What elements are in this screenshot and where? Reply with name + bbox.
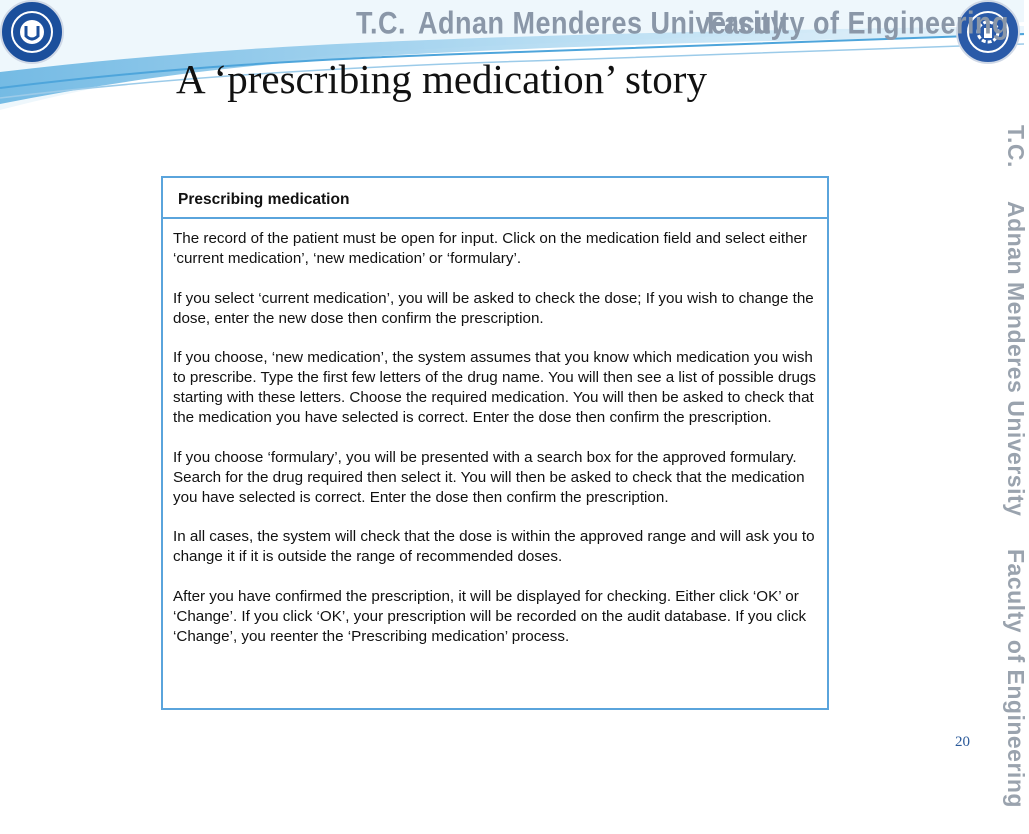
panel-header: [163, 178, 827, 219]
page-number: 20: [955, 734, 970, 750]
story-paragraph: In all cases, the system will check that the dose is within the approved range and will ask you to change it if it is outside the range of recommended doses.: [173, 528, 815, 565]
story-paragraph: If you choose, ‘new medication’, the system assumes that you know which medication you wish to prescribe. Type the first few letters of the drug name. You will then see a list of possible drugs starting with these letters. Choose the required medication. You will then be asked to check that the medication you have selected is correct. Enter the dose then confirm the prescription.: [173, 349, 817, 426]
side-faculty-name: Faculty of Engineering: [1003, 549, 1029, 809]
story-panel: [161, 176, 829, 710]
university-emblem-icon: [10, 10, 54, 54]
story-paragraph: If you select ‘current medication’, you will be asked to check the dose; If you wish to change the dose, enter the new dose then confirm the prescription.: [173, 289, 814, 327]
side-banner: [1002, 125, 1029, 834]
story-paragraph: If you choose ‘formulary’, you will be presented with a search box for the approved formulary. Search for the drug required then select it. You will then be asked to check that the medication you have selected is correct. Enter the dose then confirm the prescription.: [173, 448, 805, 506]
side-university-name: Adnan Menderes University: [1003, 200, 1029, 517]
panel-body: [173, 229, 818, 666]
side-tc: T.C.: [1003, 125, 1029, 168]
story-paragraph: The record of the patient must be open for input. Click on the medication field and select either ‘current medication’, ‘new medication’ or ‘formulary’.: [173, 230, 808, 267]
story-paragraph: After you have confirmed the prescription, it will be displayed for checking. Either click ‘OK’ or ‘Change’. If you click ‘OK’, your prescription will be recorded on the audit database. If you click ‘Change’, you reenter the ‘Prescribing medication’ process.: [173, 587, 807, 645]
university-logo: [0, 0, 64, 64]
header-university-name: Adnan Menderes University: [418, 6, 787, 41]
panel-title: Prescribing medication: [178, 191, 350, 208]
slide-title: A ‘prescribing medication’ story: [176, 56, 707, 102]
header-faculty-name: Faculty of Engineering: [707, 6, 1010, 41]
header-tc: T.C.: [356, 6, 407, 41]
